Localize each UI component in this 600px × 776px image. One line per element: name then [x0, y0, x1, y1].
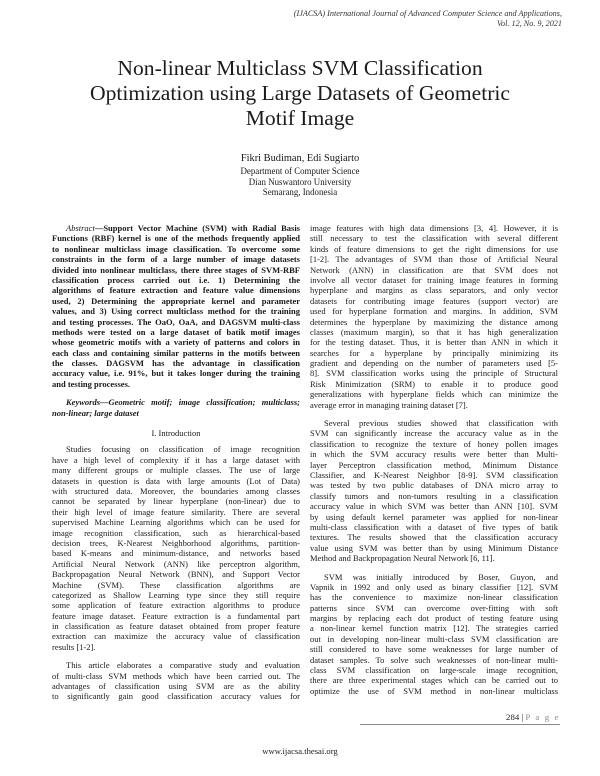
text-line: textures. The results showed that the classification accuracy	[310, 532, 558, 543]
text-line: algorithms of feature extraction and feature value dimensions	[52, 285, 300, 296]
text-line: kinds of feature dimensions to get the right dimensions for use	[310, 243, 558, 254]
text-line: some application of feature extraction algorithms to produce	[52, 600, 300, 611]
text-line: gradient and depending on the number of parameters used [5-	[310, 358, 558, 369]
text-line: Functions (RBF) kernel is one of the methods frequently applied	[52, 233, 300, 244]
text-line: feature image dataset. Feature extraction is a fundamental part	[52, 610, 300, 621]
text-line: based K-means and minimum-distance, and networks based	[52, 548, 300, 559]
text-line: This article elaborates a comparative study and evaluation	[66, 660, 300, 671]
keywords	[52, 397, 300, 418]
text-line: still necessary to test the classification with several different	[310, 233, 558, 244]
text-line: image features with high data dimensions [3, 4]. However, it is	[310, 223, 558, 233]
text-line: non-linear; large dataset	[52, 407, 139, 418]
text-line: to significantly gain good classification accuracy values for	[52, 691, 300, 702]
text-line: SVM was initially introduced by Boser, Guyon, and	[324, 571, 558, 582]
text-line: constraints in the form of a large number of image datasets	[52, 254, 300, 265]
text-line: accuracy value in which SVM was better than ANN [10]. SVM	[310, 501, 558, 512]
text-line: was tested by two public databases of DNA micro array to	[310, 480, 558, 491]
text-line: classify tumors and non-tumors resulting in a classification	[310, 490, 558, 501]
text-line: datasets in question is data with large amounts (Lot of Data)	[52, 475, 300, 486]
text-line	[52, 397, 300, 407]
page-number-separator: |	[519, 712, 526, 722]
page-number-value: 284	[506, 712, 520, 722]
text-line: margins by replacing each dot product of testing feature using	[310, 613, 558, 624]
text-line: patterns since SVM can overcome over-fitting with soft	[310, 602, 558, 613]
text-line: have a high level of complexity if it has a large dataset with	[52, 454, 300, 465]
text-line: layer Perceptron classification method, Minimum Distance	[310, 459, 558, 470]
text-line: the classes. DAGSVM has the advantage in classification	[52, 358, 300, 369]
body-paragraph	[310, 418, 558, 563]
text-line: Artificial Neural Network (ANN) like perceptron algorithm,	[52, 558, 300, 569]
text-line: extraction can maximize the accuracy value of classification	[52, 631, 300, 642]
text-line: with structured data. Moreover, the boundaries among classes	[52, 485, 300, 496]
text-line: values, and 3) Using correct multiclass method for the training	[52, 306, 300, 317]
text-line-rest: —Geometric motif; image classification; multiclass;	[100, 397, 300, 408]
text-line: cannot be separated by linear hyperplane (non-linear) due to	[52, 496, 300, 507]
text-line: divided into nonlinear multiclass, there three stages of SVM-RBF	[52, 264, 300, 275]
text-line: determines the hyperplane by maximizing the distance among	[310, 316, 558, 327]
author-block	[40, 152, 560, 198]
text-line: classification to recognize the texture of honey pollen images	[310, 438, 558, 449]
text-line: 8]. SVM classification works using the principle of Structural	[310, 368, 558, 379]
page-number	[360, 712, 560, 722]
text-line: classification process carried out i.e. 1) Determining the	[52, 274, 300, 285]
text-line: out in developing non-linear multi-class SVM classification are	[310, 633, 558, 644]
text-line: supervised Machine Learning algorithms which can be used for	[52, 517, 300, 528]
text-line: in classification as feature dataset obtained from proper feature	[52, 621, 300, 632]
intro-paragraph	[52, 660, 300, 702]
text-line: decision trees, K-Nearest Neighborhood algorithms, partition-	[52, 537, 300, 548]
text-line: involve all vector dataset for training image features in forming	[310, 274, 558, 285]
text-line: by using default kernel parameter was applied for non-linear	[310, 511, 558, 522]
text-line: for the testing dataset. Thus, it is better than ANN in which it	[310, 337, 558, 348]
text-line: to nonlinear multiclass image classification. To overcome some	[52, 243, 300, 254]
text-line: optimize the use of SVM method in non-linear multiclass	[310, 685, 558, 696]
running-header	[162, 9, 562, 29]
text-line: classes (maximum margin), so that it has high generalization	[310, 326, 558, 337]
text-line: and testing processes.	[52, 378, 130, 389]
text-line: value using SVM was better than by using Minimum Distance	[310, 542, 558, 553]
text-line: Backpropagation Neural Network (BNN), and Support Vector	[52, 569, 300, 580]
text-line: used for hyperplane formation and margins. In addition, SVM	[310, 306, 558, 317]
text-line: image recognition classification, such as hierarchical-based	[52, 527, 300, 538]
body-paragraph	[310, 572, 558, 697]
text-line: their high level of image feature similarity. There are several	[52, 506, 300, 517]
footer-url: www.ijacsa.thesai.org	[262, 746, 338, 756]
left-column	[52, 223, 300, 702]
text-line: Network (ANN) in classification are that SVM does not	[310, 264, 558, 275]
keywords-label: Keywords	[66, 397, 100, 408]
journal-name: (IJACSA) International Journal of Advanced Computer Science and Applications,	[293, 9, 562, 18]
text-line: of multi-class SVM methods which have been carried out. The	[52, 670, 300, 681]
text-line: there are three experimental stages which can be carried out to	[310, 675, 558, 686]
text-line: Vapnik in 1992 and only used as binary classifier [12]. SVM	[310, 581, 558, 592]
text-line: SVM can significantly increase the accuracy value as in the	[310, 428, 558, 439]
page-number-rule	[360, 724, 560, 725]
text-line	[52, 223, 300, 233]
text-line: dataset samples. To solve such weaknesses of non-linear multi-	[310, 654, 558, 665]
text-line: generalizations with hyperplane fields which can minimize the	[310, 389, 558, 400]
title-line: Motif Image	[245, 106, 355, 130]
paper-title	[40, 56, 560, 131]
text-line: [1-2]. The advantages of SVM than those of Artificial Neural	[310, 254, 558, 265]
text-line: Risk Minimization (SRM) to enable it to produce good	[310, 378, 558, 389]
body-paragraph	[310, 223, 558, 410]
section-heading-introduction: I. Introduction	[151, 428, 201, 439]
text-line: advantages of classification using SVM are as the ability	[52, 681, 300, 692]
text-line: a non-linear kernel function matrix [12]. The strategies carried	[310, 623, 558, 634]
text-line: many different groups or multiple classes. The use of large	[52, 465, 300, 476]
page-number-label: P a g e	[525, 712, 560, 722]
author-location: Semarang, Indonesia	[262, 187, 338, 198]
author-department: Department of Computer Science	[240, 166, 360, 176]
text-line: used, 2) Determining the appropriate kernel and parameter	[52, 295, 300, 306]
abstract-label: Abstract	[66, 223, 95, 233]
text-line: categorized as Shallow Learning type since they still require	[52, 589, 300, 600]
text-line: Machine (SVM). These classification algorithms are	[52, 579, 300, 590]
text-line: Classifier, and K-Nearest Neighbor [8-9]. SVM classification	[310, 469, 558, 480]
text-line: average error in managing training dataset [7].	[310, 399, 468, 410]
text-line: Studies focusing on classification of image recognition	[66, 444, 300, 455]
text-line: accuracy value, i.e. 91%, but it takes longer during the training	[52, 368, 300, 379]
text-line: each class and containing similar patterns in the motifs between	[52, 347, 300, 358]
author-university: Dian Nuswantoro University	[248, 176, 352, 187]
text-line: has the convenience to maximize non-linear classification	[310, 592, 558, 603]
text-line: datasets for contributing image features (support vector) are	[310, 295, 558, 306]
journal-volume: Vol. 12, No. 9, 2021	[496, 19, 562, 28]
text-line: in which the SVM accuracy results were better than Multi-	[310, 449, 558, 460]
text-line: class SVM classification on large-scale image recognition,	[310, 665, 558, 676]
text-line: methods were tested on a large dataset of batik motif images	[52, 326, 300, 337]
text-line: whose geometric motifs with a variety of patterns and colors in	[52, 337, 300, 348]
text-line: Method and Backpropagation Neural Network [6, 11].	[310, 553, 495, 564]
title-line: Optimization using Large Datasets of Geometric	[90, 81, 510, 105]
text-line: results [1-2].	[52, 641, 96, 652]
text-line: and testing processes. The OaO, OaA, and DAGSVM multi-class	[52, 316, 300, 327]
text-line: hyperplane and margins as class separators, and only vector	[310, 285, 558, 296]
text-line-rest: —Support Vector Machine (SVM) with Radial Basis	[94, 223, 300, 233]
abstract	[52, 223, 300, 389]
text-line: multi-class classification with a dataset of five types of batik	[310, 521, 558, 532]
text-line: searches for a hyperplane by principally minimizing its	[310, 347, 558, 358]
text-line: still considered to have some weaknesses for large number of	[310, 644, 558, 655]
title-line: Non-linear Multiclass SVM Classification	[117, 56, 483, 80]
author-names: Fikri Budiman, Edi Sugiarto	[240, 153, 360, 164]
right-column	[310, 223, 558, 696]
intro-paragraph	[52, 444, 300, 652]
text-line: Several previous studies showed that classification with	[324, 418, 558, 429]
